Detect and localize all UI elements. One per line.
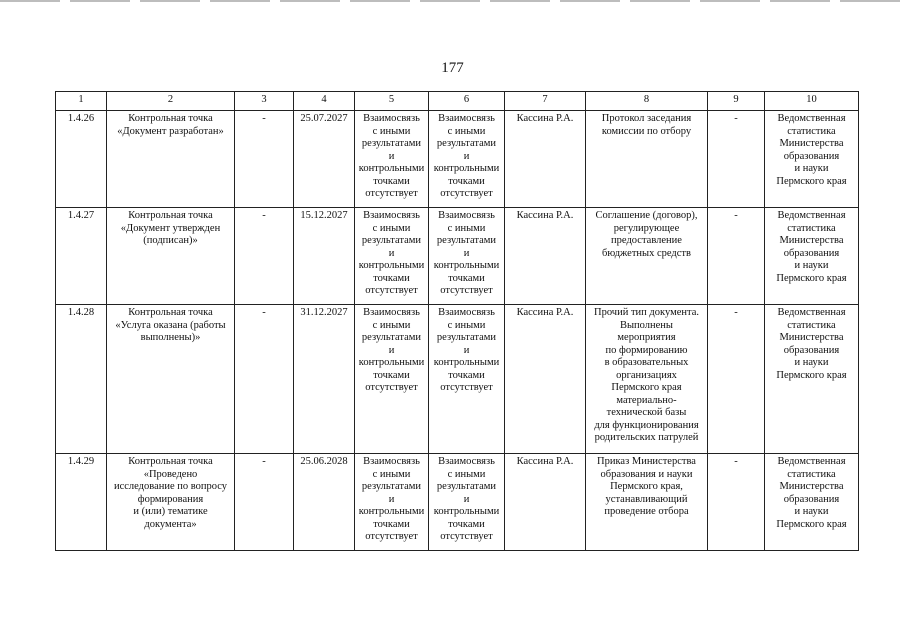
cell-line: образования и науки — [600, 468, 693, 480]
cell-line: контрольными — [433, 357, 500, 368]
column-header: 8 — [586, 92, 708, 111]
cell-line: Контрольная точка — [128, 456, 213, 467]
cell-line: отсутствует — [365, 285, 418, 296]
cell-line: Прочий тип документа. — [594, 307, 699, 318]
cell-line: контрольными — [358, 506, 425, 517]
cell-line: статистика — [787, 222, 836, 234]
cell-line: и — [463, 247, 470, 259]
cell-line: и науки — [794, 357, 829, 368]
cell-relation-6 — [429, 111, 505, 208]
cell-line: в образовательных — [604, 357, 689, 368]
column-header: 3 — [235, 92, 294, 111]
cell-line: (подписан)» — [143, 235, 198, 246]
cell-control-point — [107, 111, 235, 208]
cell-line: образования — [783, 150, 840, 162]
cell-line: с иными — [372, 125, 411, 137]
cell-line: Протокол заседания — [601, 113, 692, 124]
cell-line: Выполнены — [620, 319, 673, 331]
cell-line: точками — [373, 175, 410, 187]
cell-line: отсутствует — [440, 382, 493, 393]
cell-line: Взаимосвязь — [438, 307, 495, 318]
cell-line: статистика — [787, 125, 836, 137]
cell-line: точками — [373, 518, 410, 530]
cell-line: Пермского края, — [610, 481, 683, 492]
cell-line: контрольными — [433, 163, 500, 174]
cell-line: точками — [448, 175, 485, 187]
cell-line: Пермского края — [776, 518, 847, 530]
column-header: 10 — [765, 92, 859, 111]
cell-line: Ведомственная — [777, 210, 846, 221]
cell-line: предоставление — [611, 235, 682, 246]
cell-information-system — [765, 111, 859, 208]
cell-line: Министерства — [779, 332, 844, 343]
cell-responsible: Кассина Р.А. — [505, 208, 586, 305]
cell-document — [586, 111, 708, 208]
cell-line: проведение отбора — [604, 506, 689, 517]
cell-line: с иными — [372, 319, 411, 331]
cell-line: статистика — [787, 468, 836, 480]
table-header-row — [56, 92, 859, 111]
cell-line: регулирующее — [613, 222, 680, 234]
cell-line: Ведомственная — [777, 456, 846, 467]
cell-column-9: - — [708, 111, 765, 208]
page-number: 177 — [441, 60, 464, 76]
cell-line: и науки — [794, 260, 829, 271]
cell-line: с иными — [447, 222, 486, 234]
cell-line: формирования — [137, 493, 204, 505]
cell-line: устанавливающий — [605, 493, 688, 505]
cell-line: по формированию — [605, 344, 688, 356]
cell-relation-5 — [355, 305, 429, 454]
cell-line: результатами — [361, 332, 422, 343]
cell-line: контрольными — [358, 357, 425, 368]
cell-line: «Услуга оказана (работы — [115, 319, 226, 331]
table-row — [56, 454, 859, 551]
cell-line: образования — [783, 247, 840, 259]
cell-line: точками — [373, 369, 410, 381]
cell-line: бюджетных средств — [602, 247, 691, 259]
cell-line: Взаимосвязь — [438, 210, 495, 221]
cell-relation-6 — [429, 454, 505, 551]
cell-line: Пермского края — [776, 175, 847, 187]
cell-number: 1.4.28 — [56, 305, 107, 454]
cell-line: и науки — [794, 163, 829, 174]
cell-line: Министерства — [779, 235, 844, 246]
cell-line: Контрольная точка — [128, 210, 213, 221]
cell-line: отсутствует — [440, 531, 493, 542]
cell-column-9: - — [708, 454, 765, 551]
cell-control-point — [107, 305, 235, 454]
column-header: 4 — [294, 92, 355, 111]
cell-relation-6 — [429, 208, 505, 305]
cell-line: Взаимосвязь — [438, 113, 495, 124]
cell-control-point — [107, 208, 235, 305]
cell-responsible: Кассина Р.А. — [505, 111, 586, 208]
cell-responsible: Кассина Р.А. — [505, 454, 586, 551]
cell-line: и — [463, 344, 470, 356]
cell-information-system — [765, 208, 859, 305]
cell-line: отсутствует — [365, 531, 418, 542]
cell-line: Пермского края — [611, 382, 682, 393]
cell-line: точками — [448, 272, 485, 284]
cell-line: организациях — [616, 369, 677, 381]
cell-number: 1.4.29 — [56, 454, 107, 551]
cell-line: контрольными — [358, 260, 425, 271]
cell-relation-6 — [429, 305, 505, 454]
cell-line: с иными — [447, 125, 486, 137]
cell-line: Пермского края — [776, 272, 847, 284]
cell-column-9: - — [708, 208, 765, 305]
column-header: 6 — [429, 92, 505, 111]
cell-responsible: Кассина Р.А. — [505, 305, 586, 454]
cell-line: статистика — [787, 319, 836, 331]
cell-line: результатами — [436, 481, 497, 492]
cell-line: мероприятия — [617, 332, 676, 343]
cell-line: Министерства — [779, 481, 844, 492]
cell-line: «Документ разработан» — [117, 125, 224, 137]
cell-line: Взаимосвязь — [363, 307, 420, 318]
cell-line: точками — [373, 272, 410, 284]
cell-control-point — [107, 454, 235, 551]
cell-document — [586, 305, 708, 454]
cell-line: отсутствует — [440, 285, 493, 296]
cell-line: контрольными — [433, 260, 500, 271]
cell-line: и — [388, 493, 395, 505]
cell-line: с иными — [447, 468, 486, 480]
cell-line: и (или) тематике — [133, 506, 208, 517]
cell-line: для функционирования — [594, 419, 699, 431]
cell-line: образования — [783, 493, 840, 505]
cell-line: исследование по вопросу — [113, 481, 228, 492]
cell-line: результатами — [361, 138, 422, 149]
column-header: 2 — [107, 92, 235, 111]
cell-line: технической базы — [606, 407, 687, 418]
cell-line: Соглашение (договор), — [595, 210, 698, 221]
cell-line: Взаимосвязь — [363, 113, 420, 124]
cell-line: и — [388, 150, 395, 162]
cell-column-3: - — [235, 208, 294, 305]
column-header: 1 — [56, 92, 107, 111]
cell-line: материально- — [616, 394, 677, 406]
cell-line: отсутствует — [365, 382, 418, 393]
cell-information-system — [765, 305, 859, 454]
cell-line: родительских патрулей — [594, 432, 699, 443]
cell-line: Взаимосвязь — [363, 210, 420, 221]
cell-line: Взаимосвязь — [363, 456, 420, 467]
cell-line: точками — [448, 369, 485, 381]
column-header: 7 — [505, 92, 586, 111]
cell-line: точками — [448, 518, 485, 530]
table-row — [56, 111, 859, 208]
cell-line: Пермского края — [776, 369, 847, 381]
cell-line: Контрольная точка — [128, 113, 213, 124]
cell-information-system — [765, 454, 859, 551]
cell-line: и — [388, 247, 395, 259]
cell-line: с иными — [372, 222, 411, 234]
cell-line: и науки — [794, 506, 829, 517]
cell-line: результатами — [436, 332, 497, 343]
cell-line: результатами — [361, 481, 422, 492]
cell-date: 25.06.2028 — [294, 454, 355, 551]
cell-line: Министерства — [779, 138, 844, 149]
cell-line: Приказ Министерства — [597, 456, 696, 467]
cell-column-3: - — [235, 305, 294, 454]
cell-number: 1.4.26 — [56, 111, 107, 208]
cell-line: «Проведено — [143, 468, 198, 480]
scan-top-edge — [0, 0, 905, 2]
cell-line: и — [388, 344, 395, 356]
cell-date: 15.12.2027 — [294, 208, 355, 305]
cell-number: 1.4.27 — [56, 208, 107, 305]
cell-line: отсутствует — [365, 188, 418, 199]
cell-line: документа» — [144, 518, 197, 530]
cell-line: комиссии по отбору — [601, 125, 692, 137]
cell-line: результатами — [436, 235, 497, 246]
cell-line: «Документ утвержден — [120, 222, 221, 234]
cell-line: Ведомственная — [777, 307, 846, 318]
cell-line: Взаимосвязь — [438, 456, 495, 467]
cell-line: с иными — [447, 319, 486, 331]
cell-line: образования — [783, 344, 840, 356]
cell-column-3: - — [235, 454, 294, 551]
column-header: 9 — [708, 92, 765, 111]
cell-date: 25.07.2027 — [294, 111, 355, 208]
cell-line: и — [463, 493, 470, 505]
cell-line: и — [463, 150, 470, 162]
cell-line: с иными — [372, 468, 411, 480]
table-row — [56, 305, 859, 454]
cell-date: 31.12.2027 — [294, 305, 355, 454]
cell-line: контрольными — [358, 163, 425, 174]
cell-line: результатами — [361, 235, 422, 246]
cell-line: результатами — [436, 138, 497, 149]
cell-column-3: - — [235, 111, 294, 208]
control-points-table — [55, 91, 859, 551]
cell-line: отсутствует — [440, 188, 493, 199]
cell-line: Ведомственная — [777, 113, 846, 124]
cell-relation-5 — [355, 208, 429, 305]
cell-line: Контрольная точка — [128, 307, 213, 318]
cell-relation-5 — [355, 454, 429, 551]
cell-line: выполнены)» — [140, 332, 201, 343]
cell-column-9: - — [708, 305, 765, 454]
cell-relation-5 — [355, 111, 429, 208]
cell-document — [586, 208, 708, 305]
table-row — [56, 208, 859, 305]
cell-document — [586, 454, 708, 551]
cell-line: контрольными — [433, 506, 500, 517]
column-header: 5 — [355, 92, 429, 111]
